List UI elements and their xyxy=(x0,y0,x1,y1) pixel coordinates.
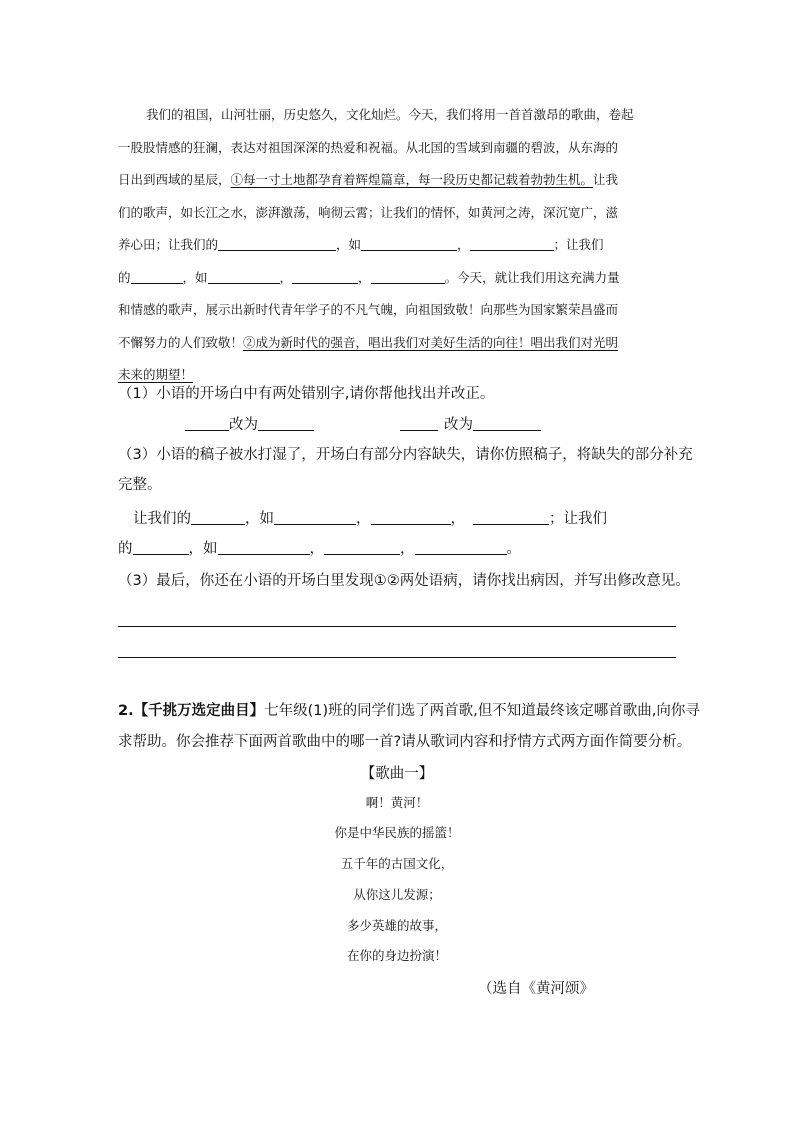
question-3b-prompt: （3）最后，你还在小语的开场白里发现①②两处语病，请你找出病因，并写出修改意见。 xyxy=(118,573,690,589)
change-label: 改为 xyxy=(229,417,258,433)
fill-text: ，如 xyxy=(188,541,218,557)
answer-blank[interactable] xyxy=(191,510,245,525)
passage-text: 养心田；让我们的 xyxy=(118,237,219,252)
question-2-prompt-line-2: 求帮助。你会推荐下面两首歌曲中的哪一首?请从歌词内容和抒情方式两方面作简要分析。 xyxy=(118,734,692,750)
passage-text: 让我 xyxy=(593,172,619,187)
passage-line-3 xyxy=(118,164,678,197)
missing-blank xyxy=(218,236,336,251)
fill-text: ， xyxy=(309,541,324,557)
lyric-line: 你是中华民族的摇篮！ xyxy=(334,825,460,840)
passage-text: ， xyxy=(457,237,470,252)
passage-text: ，如 xyxy=(182,269,208,285)
missing-blank xyxy=(361,236,457,251)
fill-text: ， xyxy=(400,541,415,557)
passage-text: 。今天，就让我们用这充满力量 xyxy=(444,269,620,285)
passage-line-7: 和情感的歌声，展示出新时代青年学子的不凡气魄，向祖国致敬！向那些为国家繁荣昌盛而 xyxy=(118,302,619,317)
lyric-line: 多少英雄的故事， xyxy=(346,918,447,933)
song-1-title: 【歌曲一】 xyxy=(360,766,434,782)
missing-blank xyxy=(470,236,554,251)
question-3-prompt-line-1: （3）小语的稿子被水打湿了，开场白有部分内容缺失，请你仿照稿子，将缺失的部分补充 xyxy=(118,447,693,463)
answer-blank[interactable] xyxy=(473,416,541,431)
lyric-line: 在你的身边扮演！ xyxy=(346,948,447,963)
fill-text: 。 xyxy=(506,541,521,557)
passage-line-1: 我们的祖国，山河壮丽，历史悠久，文化灿烂。今天，我们将用一首首激昂的歌曲，卷起 xyxy=(146,107,634,122)
sentence-1-underlined: ①每一寸土地都孕育着辉煌篇章，每一段历史都记载着勃勃生机。 xyxy=(230,172,594,187)
missing-blank xyxy=(131,269,183,284)
answer-blank[interactable] xyxy=(133,540,189,555)
question-1-answer-row xyxy=(185,414,541,436)
passage-text: ， xyxy=(279,269,293,285)
answer-blank[interactable] xyxy=(415,540,507,555)
sentence-2-underlined: ②成为新时代的强音，唱出我们对美好生活的向往！唱出我们对光明 xyxy=(243,334,619,350)
passage-text: ， xyxy=(358,269,371,285)
opening-speech-passage xyxy=(118,99,678,392)
fill-text: 的 xyxy=(118,541,133,557)
question-tag: 【千挑万选定曲目】 xyxy=(133,703,265,719)
passage-text: 日出到西域的星辰， xyxy=(118,172,231,187)
answer-line[interactable] xyxy=(118,657,676,658)
passage-text: 的 xyxy=(118,269,131,285)
fill-text: 让我们的 xyxy=(133,511,191,527)
passage-line-5 xyxy=(118,229,678,262)
lyric-line: 五千年的古国文化， xyxy=(340,856,454,871)
fill-text: ， xyxy=(356,511,371,527)
answer-blank[interactable] xyxy=(258,416,314,431)
passage-line-8 xyxy=(118,327,678,360)
missing-blank xyxy=(371,269,445,284)
passage-line-2: 一股股情感的狂澜，表达对祖国深深的热爱和祝福。从北国的雪域到南疆的碧波，从东海的 xyxy=(118,139,619,155)
question-2-prompt-line-1 xyxy=(118,700,700,722)
lyric-line: 从你这儿发源； xyxy=(353,887,441,902)
answer-blank[interactable] xyxy=(473,510,549,525)
answer-line[interactable] xyxy=(118,626,676,627)
fill-text: ，如 xyxy=(245,511,274,527)
answer-blank[interactable] xyxy=(274,510,356,525)
sentence-2-underlined-cont: 未来的期望！ xyxy=(118,367,194,382)
question-3-fill-row-1 xyxy=(133,508,607,530)
answer-blank[interactable] xyxy=(218,540,310,555)
answer-blank[interactable] xyxy=(185,416,229,431)
fill-text: ；让我们 xyxy=(549,511,607,527)
answer-blank[interactable] xyxy=(400,416,438,431)
lyric-line: 啊！黄河！ xyxy=(365,795,429,810)
song-source: （选自《黄河颂》 xyxy=(478,981,594,997)
question-number: 2. xyxy=(118,703,134,719)
question-1-prompt: （1）小语的开场白中有两处错别字,请你帮他找出并改正。 xyxy=(118,386,495,402)
change-label: 改为 xyxy=(444,417,473,433)
answer-blank[interactable] xyxy=(324,540,400,555)
passage-text: ；让我们 xyxy=(553,237,604,252)
passage-line-4: 们的歌声，如长江之水，澎湃激荡，响彻云霄；让我们的情怀，如黄河之涛，深沉宽广，滋 xyxy=(118,204,619,220)
question-3-prompt-line-2: 完整。 xyxy=(118,477,162,493)
passage-text: 不懈努力的人们致敬！ xyxy=(118,334,244,350)
question-text: 七年级(1)班的同学们选了两首歌,但不知道最终该定哪首歌曲,向你寻 xyxy=(264,703,700,719)
missing-blank xyxy=(292,269,358,284)
fill-text: ， xyxy=(450,511,465,527)
missing-blank xyxy=(208,269,280,284)
answer-blank[interactable] xyxy=(371,510,451,525)
question-3-fill-row-2 xyxy=(118,538,521,560)
passage-line-6 xyxy=(118,262,678,295)
passage-text: ，如 xyxy=(336,237,362,252)
